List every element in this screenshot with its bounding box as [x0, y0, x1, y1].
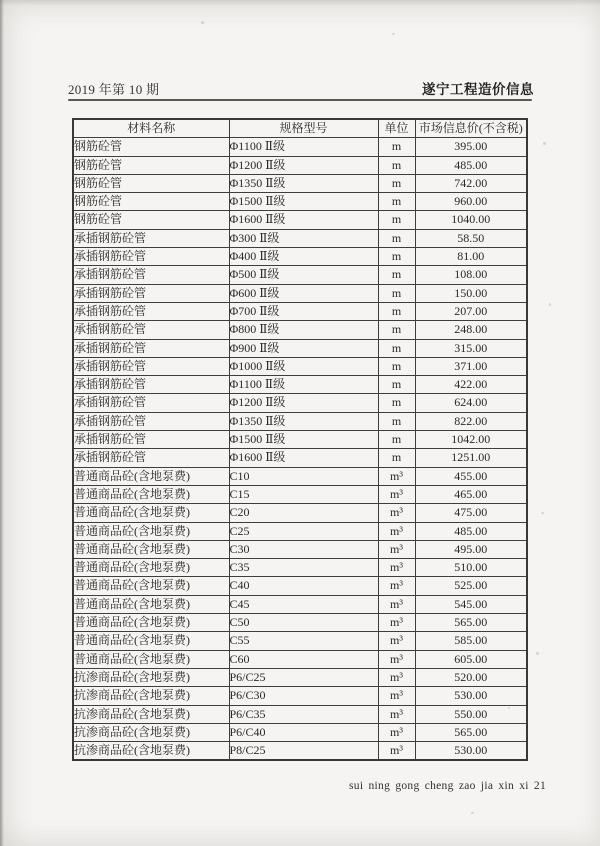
table-cell: m³	[378, 742, 415, 761]
table-cell: m³	[378, 522, 415, 540]
table-cell: 475.00	[415, 504, 527, 522]
table-cell: Φ1350 Ⅱ级	[229, 412, 378, 430]
table-cell: 108.00	[415, 266, 527, 284]
table-cell: Φ400 Ⅱ级	[229, 248, 378, 266]
column-header-price: 市场信息价(不含税)	[415, 119, 527, 138]
table-cell: 207.00	[415, 302, 527, 320]
table-cell: 1042.00	[415, 431, 527, 449]
column-header-unit: 单位	[378, 119, 415, 138]
table-header-row	[73, 119, 527, 138]
table-cell: 525.00	[415, 577, 527, 595]
table-cell: 371.00	[415, 357, 527, 375]
table-cell: m	[378, 302, 415, 320]
table-cell: P6/C25	[229, 668, 378, 686]
table-cell: 465.00	[415, 485, 527, 503]
table-cell: m³	[378, 577, 415, 595]
scan-edge-shadow	[0, 0, 4, 846]
table-row	[73, 394, 527, 412]
table-cell: 395.00	[415, 138, 527, 156]
table-cell: m	[378, 284, 415, 302]
table-cell: Φ1200 Ⅱ级	[229, 156, 378, 174]
table-cell: 承插钢筋砼管	[73, 394, 229, 412]
table-cell: 550.00	[415, 705, 527, 723]
table-cell: 248.00	[415, 321, 527, 339]
issue-label: 2019 年第 10 期	[68, 82, 160, 97]
table-cell: m	[378, 138, 415, 156]
table-cell: 普通商品砼(含地泵费)	[73, 467, 229, 485]
table-cell: 承插钢筋砼管	[73, 248, 229, 266]
table-cell: 742.00	[415, 174, 527, 192]
table-cell: Φ800 Ⅱ级	[229, 321, 378, 339]
table-cell: 422.00	[415, 376, 527, 394]
table-cell: C50	[229, 614, 378, 632]
table-cell: 960.00	[415, 193, 527, 211]
table-cell: 承插钢筋砼管	[73, 357, 229, 375]
table-row	[73, 284, 527, 302]
table-cell: m³	[378, 467, 415, 485]
table-row	[73, 156, 527, 174]
table-cell: 普通商品砼(含地泵费)	[73, 504, 229, 522]
page-header	[68, 78, 534, 98]
table-cell: Φ600 Ⅱ级	[229, 284, 378, 302]
table-cell: C25	[229, 522, 378, 540]
table-cell: 承插钢筋砼管	[73, 431, 229, 449]
table-cell: P6/C30	[229, 687, 378, 705]
table-cell: P6/C40	[229, 723, 378, 741]
table-cell: 605.00	[415, 650, 527, 668]
table-cell: 承插钢筋砼管	[73, 321, 229, 339]
table-cell: 承插钢筋砼管	[73, 376, 229, 394]
scan-edge-shadow-top	[0, 0, 600, 6]
table-cell: Φ900 Ⅱ级	[229, 339, 378, 357]
table-row	[73, 723, 527, 741]
table-row	[73, 412, 527, 430]
table-cell: m	[378, 357, 415, 375]
scan-speck	[471, 812, 474, 814]
table-row	[73, 595, 527, 613]
table-cell: m	[378, 449, 415, 467]
table-cell: m	[378, 266, 415, 284]
price-table-body	[73, 138, 527, 761]
table-cell: Φ500 Ⅱ级	[229, 266, 378, 284]
table-cell: 钢筋砼管	[73, 174, 229, 192]
table-cell: m³	[378, 614, 415, 632]
table-cell: 普通商品砼(含地泵费)	[73, 614, 229, 632]
column-header-material: 材料名称	[73, 119, 229, 138]
table-cell: Φ1600 Ⅱ级	[229, 449, 378, 467]
table-cell: Φ1200 Ⅱ级	[229, 394, 378, 412]
table-cell: 钢筋砼管	[73, 156, 229, 174]
table-cell: m	[378, 193, 415, 211]
table-row	[73, 614, 527, 632]
table-row	[73, 449, 527, 467]
table-cell: m³	[378, 485, 415, 503]
table-row	[73, 559, 527, 577]
table-cell: m³	[378, 504, 415, 522]
table-cell: m³	[378, 540, 415, 558]
table-cell: 普通商品砼(含地泵费)	[73, 577, 229, 595]
table-cell: m³	[378, 650, 415, 668]
table-cell: m	[378, 321, 415, 339]
table-row	[73, 650, 527, 668]
table-cell: C45	[229, 595, 378, 613]
table-cell: 钢筋砼管	[73, 211, 229, 229]
table-cell: m³	[378, 632, 415, 650]
scan-speck	[541, 512, 544, 514]
table-cell: 510.00	[415, 559, 527, 577]
scan-speck	[536, 652, 539, 655]
table-row	[73, 632, 527, 650]
table-cell: C30	[229, 540, 378, 558]
table-cell: P6/C35	[229, 705, 378, 723]
table-cell: 58.50	[415, 229, 527, 247]
table-cell: C40	[229, 577, 378, 595]
table-cell: 565.00	[415, 723, 527, 741]
table-cell: 承插钢筋砼管	[73, 339, 229, 357]
table-cell: 抗渗商品砼(含地泵费)	[73, 723, 229, 741]
table-cell: 530.00	[415, 742, 527, 761]
table-cell: 565.00	[415, 614, 527, 632]
header-rule	[68, 99, 532, 101]
table-cell: C55	[229, 632, 378, 650]
table-cell: 抗渗商品砼(含地泵费)	[73, 742, 229, 761]
table-row	[73, 211, 527, 229]
scan-speck	[201, 21, 204, 24]
table-cell: Φ1600 Ⅱ级	[229, 211, 378, 229]
table-cell: C10	[229, 467, 378, 485]
table-cell: m³	[378, 595, 415, 613]
table-cell: 承插钢筋砼管	[73, 449, 229, 467]
table-cell: Φ700 Ⅱ级	[229, 302, 378, 320]
table-cell: m	[378, 211, 415, 229]
table-cell: 585.00	[415, 632, 527, 650]
table-cell: 普通商品砼(含地泵费)	[73, 559, 229, 577]
publication-title: 遂宁工程造价信息	[422, 82, 534, 97]
table-row	[73, 668, 527, 686]
table-cell: 钢筋砼管	[73, 193, 229, 211]
table-row	[73, 376, 527, 394]
table-row	[73, 705, 527, 723]
table-cell: 承插钢筋砼管	[73, 284, 229, 302]
column-header-spec: 规格型号	[229, 119, 378, 138]
table-cell: 普通商品砼(含地泵费)	[73, 540, 229, 558]
table-row	[73, 248, 527, 266]
table-cell: C20	[229, 504, 378, 522]
table-cell: m	[378, 376, 415, 394]
table-cell: 普通商品砼(含地泵费)	[73, 650, 229, 668]
table-cell: Φ1000 Ⅱ级	[229, 357, 378, 375]
table-cell: 抗渗商品砼(含地泵费)	[73, 687, 229, 705]
table-cell: 1251.00	[415, 449, 527, 467]
table-cell: Φ1100 Ⅱ级	[229, 376, 378, 394]
table-row	[73, 266, 527, 284]
table-cell: 455.00	[415, 467, 527, 485]
table-row	[73, 138, 527, 156]
table-cell: 485.00	[415, 522, 527, 540]
table-cell: m³	[378, 687, 415, 705]
table-row	[73, 229, 527, 247]
table-cell: m³	[378, 723, 415, 741]
table-cell: C15	[229, 485, 378, 503]
table-cell: m	[378, 248, 415, 266]
table-row	[73, 321, 527, 339]
table-cell: m	[378, 339, 415, 357]
table-row	[73, 742, 527, 761]
table-cell: m	[378, 156, 415, 174]
table-cell: Φ300 Ⅱ级	[229, 229, 378, 247]
table-row	[73, 302, 527, 320]
table-cell: P8/C25	[229, 742, 378, 761]
table-cell: 抗渗商品砼(含地泵费)	[73, 668, 229, 686]
table-row	[73, 577, 527, 595]
table-cell: Φ1350 Ⅱ级	[229, 174, 378, 192]
table-cell: 普通商品砼(含地泵费)	[73, 595, 229, 613]
table-cell: 承插钢筋砼管	[73, 412, 229, 430]
table-cell: 150.00	[415, 284, 527, 302]
table-cell: 普通商品砼(含地泵费)	[73, 632, 229, 650]
table-row	[73, 431, 527, 449]
table-cell: Φ1100 Ⅱ级	[229, 138, 378, 156]
table-cell: C35	[229, 559, 378, 577]
table-cell: 承插钢筋砼管	[73, 229, 229, 247]
table-cell: m	[378, 174, 415, 192]
table-row	[73, 339, 527, 357]
table-cell: 普通商品砼(含地泵费)	[73, 522, 229, 540]
table-cell: m	[378, 412, 415, 430]
table-cell: 抗渗商品砼(含地泵费)	[73, 705, 229, 723]
table-cell: 520.00	[415, 668, 527, 686]
scan-speck	[392, 33, 395, 35]
page-footer: sui ning gong cheng zao jia xin xi 21	[349, 780, 547, 792]
table-row	[73, 467, 527, 485]
table-row	[73, 540, 527, 558]
table-cell: 承插钢筋砼管	[73, 266, 229, 284]
scan-speck	[543, 142, 546, 145]
table-row	[73, 485, 527, 503]
table-cell: 530.00	[415, 687, 527, 705]
price-table	[72, 118, 528, 761]
table-cell: 普通商品砼(含地泵费)	[73, 485, 229, 503]
table-cell: C60	[229, 650, 378, 668]
table-cell: m³	[378, 559, 415, 577]
table-row	[73, 687, 527, 705]
table-cell: 545.00	[415, 595, 527, 613]
table-cell: Φ1500 Ⅱ级	[229, 431, 378, 449]
table-cell: 485.00	[415, 156, 527, 174]
table-cell: m³	[378, 668, 415, 686]
table-cell: 钢筋砼管	[73, 138, 229, 156]
table-cell: 315.00	[415, 339, 527, 357]
table-row	[73, 357, 527, 375]
table-cell: 495.00	[415, 540, 527, 558]
table-cell: m	[378, 229, 415, 247]
table-cell: 承插钢筋砼管	[73, 302, 229, 320]
table-cell: 624.00	[415, 394, 527, 412]
table-cell: Φ1500 Ⅱ级	[229, 193, 378, 211]
table-cell: 81.00	[415, 248, 527, 266]
table-cell: m³	[378, 705, 415, 723]
table-row	[73, 522, 527, 540]
table-row	[73, 193, 527, 211]
table-cell: 1040.00	[415, 211, 527, 229]
scan-speck	[549, 303, 551, 306]
table-row	[73, 174, 527, 192]
table-cell: 822.00	[415, 412, 527, 430]
table-row	[73, 504, 527, 522]
table-cell: m	[378, 431, 415, 449]
table-cell: m	[378, 394, 415, 412]
